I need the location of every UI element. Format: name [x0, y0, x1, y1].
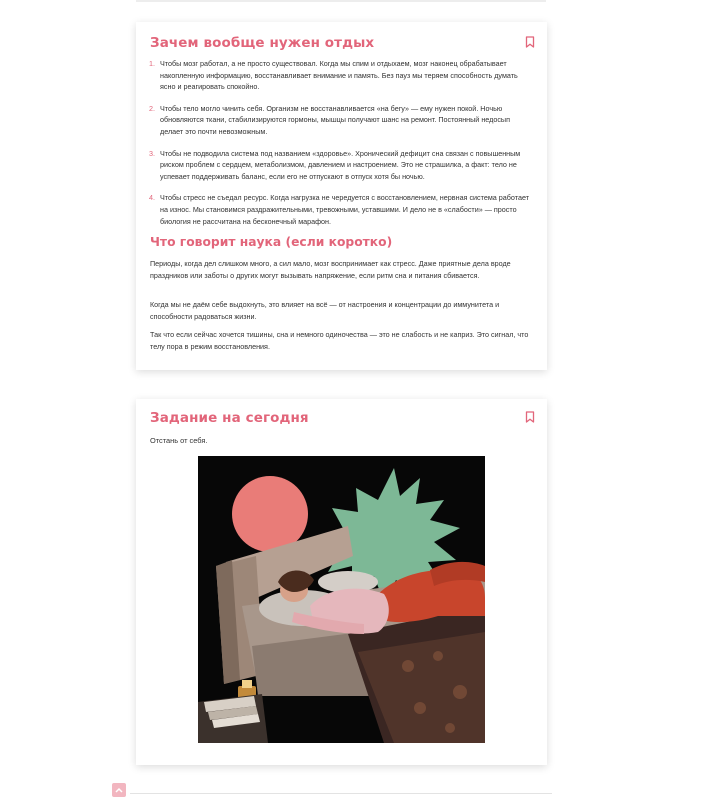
top-divider [136, 0, 546, 2]
section-title: Зачем вообще нужен отдых [150, 35, 375, 51]
list-number: 1. [149, 59, 155, 68]
list-item [150, 103, 535, 138]
scroll-to-top-button[interactable] [112, 783, 126, 797]
paragraph: Периоды, когда дел слишком много, а сил мало, мозг воспринимает как стресс. Даже приятные дела вроде праздников или заботы о других могут вызывать напряжение, если ритм сна и питания сбивается. [150, 259, 511, 280]
reasons-list [150, 58, 535, 237]
list-item [150, 58, 535, 93]
list-text: Чтобы мозг работал, а не просто существовал. Когда мы спим и отдыхаем, мозг наконец обрабатывает накопленную информацию, восстанавливает внимание и память. Без пауз мы теряем способность думать ясно и реагировать спокойно. [160, 59, 518, 92]
list-text: Чтобы тело могло чинить себя. Организм не восстанавливается «на бегу» — ему нужен покой. Ночью обновляются ткани, стабилизируются гормоны, мышцы получают шанс на ремонт. Постоянный недосып делает это почти невозможным. [160, 103, 510, 136]
list-number: 2. [149, 103, 155, 113]
list-number: 4. [149, 193, 155, 203]
task-card [136, 399, 547, 765]
list-item [150, 192, 535, 227]
section-subtitle: Что говорит наука (если коротко) [150, 235, 393, 249]
collage-image [198, 456, 485, 743]
list-text: Чтобы не подводила система под названием «здоровье». Хронический дефицит сна связан с повышенным риском проблем с сердцем, метаболизмом, давлением и настроением. Это не страшилка, а факт: тело не успевает поддерживать баланс, если его не отпускают в отпуск хотя бы ночью. [160, 148, 521, 181]
bookmark-icon[interactable] [525, 411, 535, 423]
article-card-rest [136, 22, 547, 370]
paragraph: Когда мы не даём себе выдохнуть, это влияет на всё — от настроения и концентрации до иммунитета и способности радоваться жизни. [150, 300, 500, 321]
chevron-up-icon [115, 787, 123, 793]
pink-circle-shape [232, 476, 308, 552]
paragraph: Так что если сейчас хочется тишины, сна и немного одиночества — это не слабость и не каприз. Это сигнал, что телу пора в режим восстановления. [150, 330, 529, 351]
bookmark-icon[interactable] [525, 36, 535, 48]
task-text: Отстань от себя. [150, 436, 208, 445]
list-item [150, 148, 535, 183]
list-text: Чтобы стресс не съедал ресурс. Когда нагрузка не чередуется с восстановлением, нервная система работает на износ. Мы становимся раздражительными, тревожными, уставшими. И дело не в «слабости» — просто биология не рассчитана на бесконечный марафон. [160, 193, 530, 226]
bottom-divider [130, 793, 552, 794]
list-number: 3. [149, 148, 155, 158]
section-title: Задание на сегодня [150, 410, 309, 426]
collage-illustration [198, 456, 485, 743]
